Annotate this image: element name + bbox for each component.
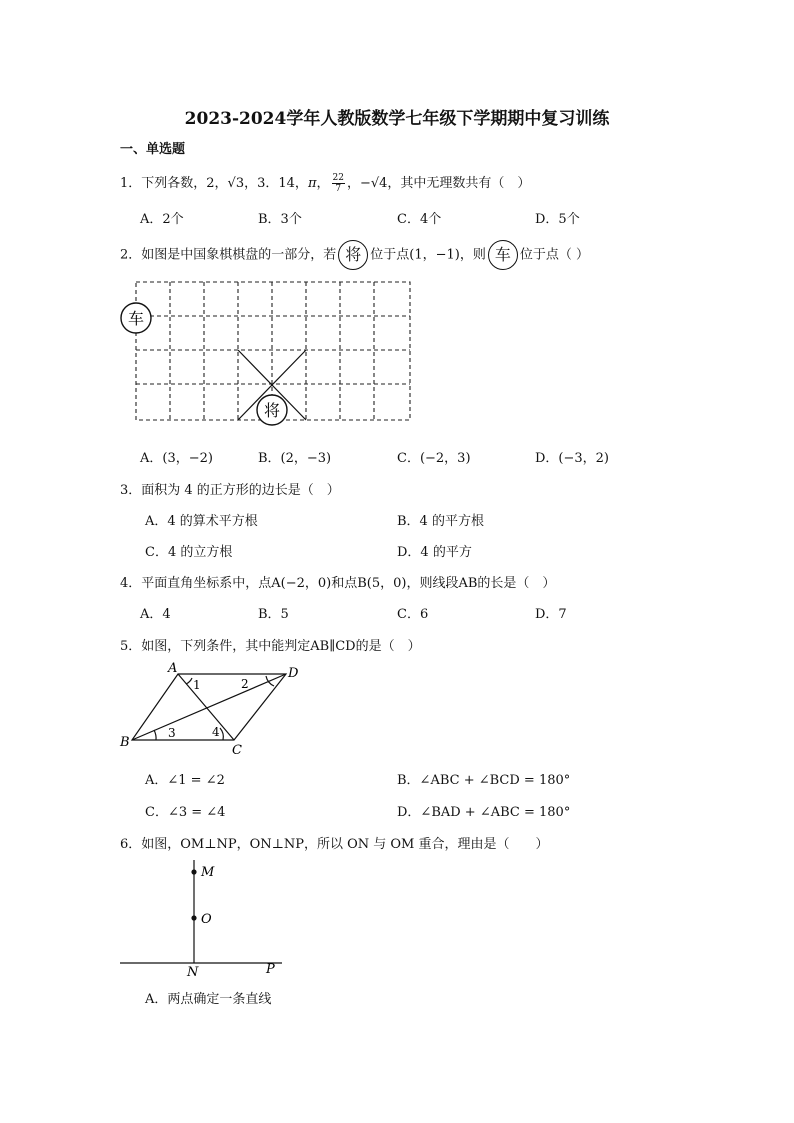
- question-1-text-c: ，其中无理数共有（ ）: [387, 176, 531, 191]
- q5-option-d: D．∠BAD + ∠ABC = 180°: [397, 805, 571, 820]
- angle-3-arc: [154, 730, 156, 740]
- question-4: 4．平面直角坐标系中，点A(−2，0)和点B(5，0)，则线段AB的长是（ ）: [120, 576, 556, 591]
- q5-option-c: C．∠3 = ∠4: [145, 805, 226, 820]
- q3-option-c: C．4 的立方根: [145, 545, 233, 560]
- question-2-text-c: 位于点（ ）: [519, 247, 590, 263]
- sqrt-3: √3: [227, 176, 245, 191]
- parallelogram-diagram: [116, 658, 316, 758]
- q3-option-d: D．4 的平方: [397, 545, 472, 560]
- q4-option-b: B．5: [258, 607, 289, 622]
- q1-option-c: C．4个: [397, 212, 442, 227]
- fraction-22-7: [332, 173, 345, 194]
- q4-option-a: A．4: [140, 607, 171, 622]
- q5-option-a: A．∠1 = ∠2: [145, 773, 225, 788]
- fraction-denominator: 7: [335, 184, 342, 194]
- che-piece-label: 车: [127, 309, 145, 328]
- q2-option-a: A．(3，−2): [140, 451, 213, 466]
- q1-option-a: A．2个: [140, 212, 184, 227]
- question-1-text-b: ，3．14，: [244, 176, 308, 191]
- che-piece-icon: 车: [488, 240, 518, 270]
- perpendicular-diagram: [116, 856, 296, 980]
- angle-4-arc: [220, 728, 223, 740]
- q1-option-b: B．3个: [258, 212, 302, 227]
- q3-option-b: B．4 的平方根: [397, 514, 484, 529]
- q2-option-b: B．(2，−3): [258, 451, 332, 466]
- point-m-label: M: [201, 865, 215, 880]
- question-6: 6．如图，OM⊥NP，ON⊥NP，所以 ON 与 OM 重合，理由是（ ）: [120, 837, 549, 852]
- point-p-label: P: [266, 962, 275, 977]
- chess-board-diagram: [116, 278, 416, 428]
- fraction-numerator: 22: [332, 173, 344, 183]
- question-1: [120, 172, 530, 194]
- q4-option-d: D．7: [535, 607, 567, 622]
- question-1-text-a: 1．下列各数，2，: [120, 176, 228, 191]
- section-heading: 一、单选题: [120, 142, 186, 157]
- angle-4-label: 4: [212, 725, 220, 739]
- question-2-text-b: 位于点(1，−1)，则: [370, 247, 486, 263]
- question-2-text-a: 2．如图是中国象棋棋盘的一部分，若: [120, 247, 337, 263]
- point-n-label: N: [187, 965, 199, 980]
- point-m: [191, 869, 196, 874]
- angle-2-label: 2: [241, 677, 249, 691]
- jiang-piece-icon: 将: [338, 240, 368, 270]
- angle-1-arc: [186, 678, 192, 684]
- q2-option-d: D．(−3，2): [535, 451, 610, 466]
- neg-sqrt-4: ，−√4: [346, 176, 388, 191]
- question-2: [120, 240, 589, 270]
- jiang-piece-label: 将: [263, 401, 281, 420]
- vertex-d-label: D: [288, 666, 299, 681]
- point-o-label: O: [201, 912, 212, 927]
- q5-option-b: B．∠ABC + ∠BCD = 180°: [397, 773, 571, 788]
- question-5: 5．如图，下列条件，其中能判定AB∥CD的是（ ）: [120, 639, 421, 654]
- point-o: [191, 915, 196, 920]
- angle-3-label: 3: [168, 726, 176, 740]
- vertex-a-label: A: [168, 661, 178, 676]
- vertex-c-label: C: [232, 743, 242, 758]
- question-3: 3．面积为 4 的正方形的边长是（ ）: [120, 483, 340, 498]
- question-1-comma: ，: [316, 176, 330, 191]
- angle-1-label: 1: [193, 678, 201, 692]
- pi-symbol: π: [307, 176, 317, 191]
- vertex-b-label: B: [120, 735, 130, 750]
- page-title: 2023-2024学年人教版数学七年级下学期期中复习训练: [184, 109, 610, 129]
- q3-option-a: A．4 的算术平方根: [145, 514, 258, 529]
- q1-option-d: D．5个: [535, 212, 580, 227]
- q2-option-c: C．(−2，3): [397, 451, 471, 466]
- q6-option-a: A．两点确定一条直线: [145, 992, 272, 1007]
- q4-option-c: C．6: [397, 607, 429, 622]
